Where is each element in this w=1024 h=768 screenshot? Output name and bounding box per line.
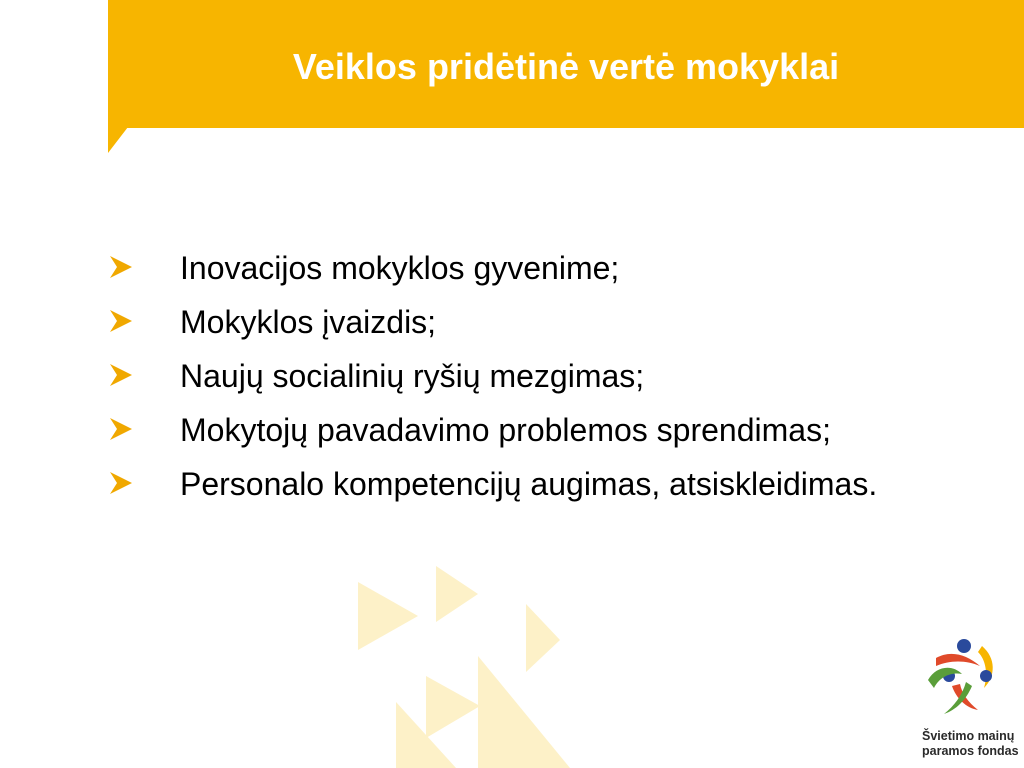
bullet-text: Mokytojų pavadavimo problemos sprendimas; bbox=[180, 412, 831, 448]
bullet-list bbox=[108, 246, 1008, 516]
people-logo-icon bbox=[922, 636, 1002, 726]
bullet-text: Inovacijos mokyklos gyvenime; bbox=[180, 250, 620, 286]
logo bbox=[914, 636, 1024, 768]
bullet-text: Mokyklos įvaizdis; bbox=[180, 304, 437, 340]
logo-line-1: Švietimo mainų bbox=[922, 729, 1015, 743]
bullet-text: Personalo kompetencijų augimas, atsiskleidimas. bbox=[180, 466, 878, 502]
logo-caption bbox=[922, 729, 1019, 759]
bullet-item bbox=[108, 462, 1008, 506]
bullet-item bbox=[108, 300, 1008, 344]
arrow-bullet-icon bbox=[108, 462, 180, 500]
logo-line-2: paramos fondas bbox=[922, 744, 1019, 758]
arrow-bullet-icon bbox=[108, 408, 180, 446]
bullet-item bbox=[108, 246, 1008, 290]
bullet-item bbox=[108, 408, 1008, 452]
slide-title: Veiklos pridėtinė vertė mokyklai bbox=[292, 46, 840, 87]
arrow-bullet-icon bbox=[108, 246, 180, 284]
arrow-bullet-icon bbox=[108, 354, 180, 392]
arrow-bullet-icon bbox=[108, 300, 180, 338]
bullet-text: Naujų socialinių ryšių mezgimas; bbox=[180, 358, 645, 394]
bullet-item bbox=[108, 354, 1008, 398]
